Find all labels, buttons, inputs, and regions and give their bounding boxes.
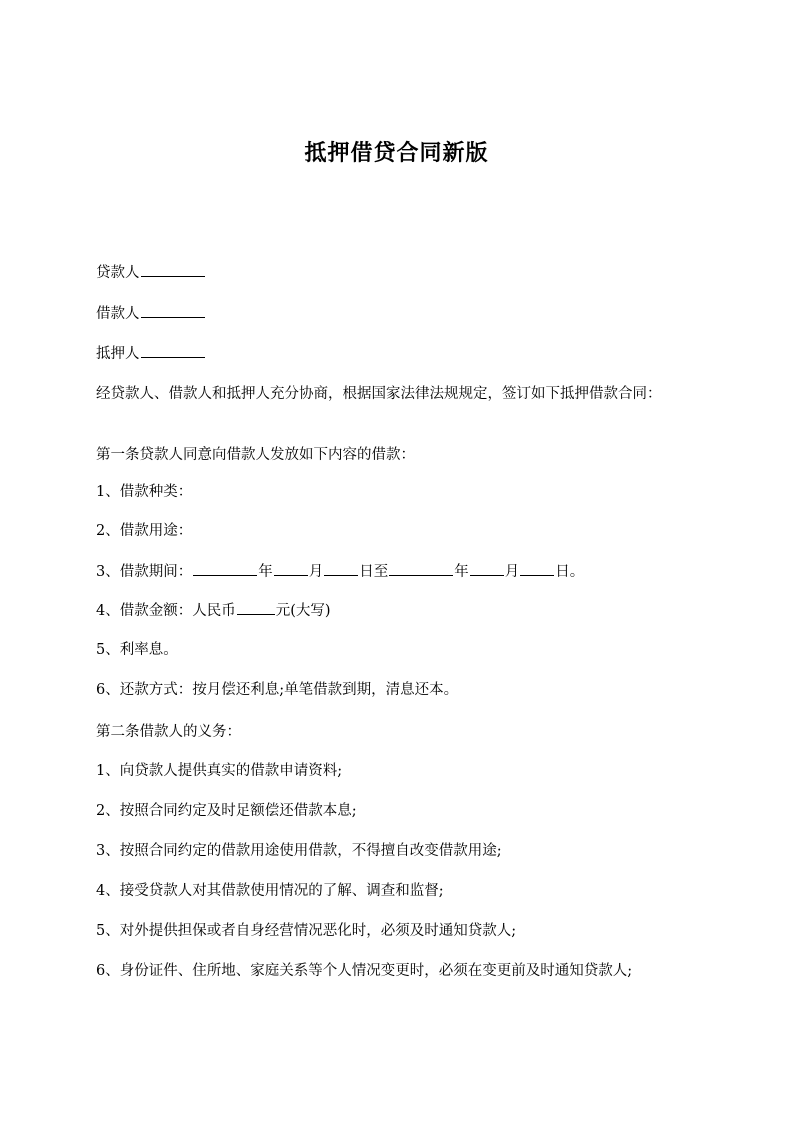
article1-item3 (96, 561, 584, 582)
start-month-blank (274, 561, 308, 576)
article1-item1: 1、借款种类： (96, 484, 193, 500)
article2-item: 1、向贷款人提供真实的借款申请资料; (96, 763, 343, 779)
borrower-blank (141, 303, 205, 318)
article1-item6: 6、还款方式：按月偿还利息;单笔借款到期，清息还本。 (96, 682, 459, 698)
end-year-unit: 年 (454, 564, 469, 580)
lender-line (96, 262, 206, 283)
article2-heading: 第二条借款人的义务： (96, 724, 241, 740)
document-title: 抵押借贷合同新版 (304, 141, 489, 166)
start-year-unit: 年 (258, 564, 273, 580)
article1-heading: 第一条贷款人同意向借款人发放如下内容的借款： (96, 447, 415, 463)
start-day-unit: 日至 (359, 564, 389, 580)
start-month-unit: 月 (308, 564, 324, 580)
article1-item2: 2、借款用途： (96, 523, 193, 539)
preamble: 经贷款人、借款人和抵押人充分协商，根据国家法律法规规定，签订如下抵押借款合同： (96, 386, 662, 402)
loan-amount-suffix: 元(大写) (275, 603, 331, 619)
borrower-label: 借款人 (96, 306, 140, 322)
end-month-blank (470, 561, 504, 576)
end-day-unit: 日。 (555, 564, 585, 580)
loan-amount-blank (237, 600, 275, 615)
lender-blank (141, 262, 205, 277)
start-year-blank (193, 561, 257, 576)
end-month-unit: 月 (504, 564, 520, 580)
end-year-blank (389, 561, 453, 576)
article2-item: 3、按照合同约定的借款用途使用借款，不得擅自改变借款用途; (96, 843, 502, 859)
borrower-line (96, 303, 206, 324)
lender-label: 贷款人 (96, 265, 140, 281)
mortgagor-line (96, 343, 206, 364)
end-day-blank (520, 561, 554, 576)
start-day-blank (324, 561, 358, 576)
article2-item: 5、对外提供担保或者自身经营情况恶化时，必须及时通知贷款人; (96, 923, 517, 939)
article2-item: 2、按照合同约定及时足额偿还借款本息; (96, 803, 357, 819)
article1-item5: 5、利率息。 (96, 642, 178, 658)
article1-item4 (96, 600, 331, 621)
article2-item: 6、身份证件、住所地、家庭关系等个人情况变更时，必须在变更前及时通知贷款人; (96, 963, 633, 979)
mortgagor-label: 抵押人 (96, 346, 140, 362)
mortgagor-blank (141, 343, 205, 358)
loan-amount-label: 4、借款金额：人民币 (96, 603, 236, 619)
article2-item: 4、接受贷款人对其借款使用情况的了解、调查和监督; (96, 883, 444, 899)
loan-period-label: 3、借款期间： (96, 564, 193, 580)
